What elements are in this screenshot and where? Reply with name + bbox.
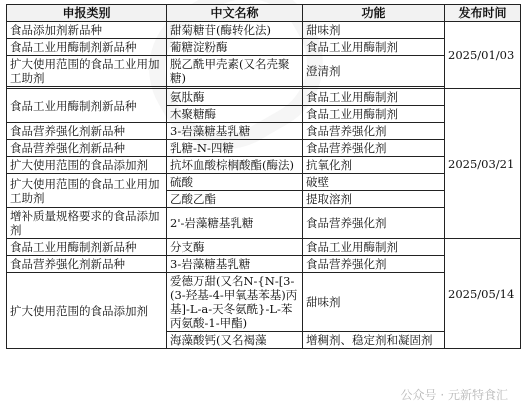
function-cell: 食品营养强化剂 xyxy=(303,208,445,239)
function-cell: 破壁 xyxy=(303,174,445,191)
function-cell: 甜味剂 xyxy=(303,273,445,332)
category-cell: 扩大使用范围的食品工业用加工助剂 xyxy=(7,174,167,208)
table-header-row xyxy=(7,5,521,22)
category-cell: 扩大使用范围的食品工业用加工助剂 xyxy=(7,56,167,87)
table-row xyxy=(7,256,521,273)
name-cell: 甜菊糖苷(酶转化法) xyxy=(167,22,303,39)
category-cell: 食品添加剂新品种 xyxy=(7,22,167,39)
name-cell: 2'-岩藻糖基乳糖 xyxy=(167,208,303,239)
table-row xyxy=(7,89,521,106)
category-cell: 食品工业用酶制剂新品种 xyxy=(7,89,167,123)
table-row xyxy=(7,273,521,332)
name-cell: 3-岩藻糖基乳糖 xyxy=(167,256,303,273)
name-cell: 乳糖-N-四糖 xyxy=(167,140,303,157)
category-cell: 食品营养强化剂新品种 xyxy=(7,123,167,140)
category-cell: 食品营养强化剂新品种 xyxy=(7,140,167,157)
table-row xyxy=(7,208,521,239)
table-row xyxy=(7,123,521,140)
category-cell: 扩大使用范围的食品添加剂 xyxy=(7,273,167,349)
watermark-text: 公众号 · 元新特食汇 xyxy=(400,388,508,402)
table-row xyxy=(7,140,521,157)
function-cell: 食品营养强化剂 xyxy=(303,256,445,273)
name-cell: 海藻酸钙(又名褐藻 xyxy=(167,332,303,349)
name-cell: 3-岩藻糖基乳糖 xyxy=(167,123,303,140)
function-cell: 澄清剂 xyxy=(303,56,445,87)
date-cell: 2025/05/14 xyxy=(445,239,521,349)
date-cell: 2025/01/03 xyxy=(445,22,521,89)
category-cell: 食品营养强化剂新品种 xyxy=(7,256,167,273)
table-row xyxy=(7,157,521,174)
name-cell: 氨肽酶 xyxy=(167,89,303,106)
header-category: 申报类别 xyxy=(7,5,167,22)
name-cell: 爱德万甜(又名N-{N-[3-(3-羟基-4-甲氧基苯基)丙基]-L-a-天冬氨酰}-L-苯丙氨酸-1-甲酯) xyxy=(167,273,303,332)
name-cell: 抗坏血酸棕榈酸酯(酶法) xyxy=(167,157,303,174)
table-row xyxy=(7,174,521,191)
table-row xyxy=(7,56,521,87)
name-cell: 分支酶 xyxy=(167,239,303,256)
category-cell: 扩大使用范围的食品添加剂 xyxy=(7,157,167,174)
category-cell: 食品工业用酶制剂新品种 xyxy=(7,239,167,256)
function-cell: 甜味剂 xyxy=(303,22,445,39)
category-cell: 增补质量规格要求的食品添加剂 xyxy=(7,208,167,239)
function-cell: 食品工业用酶制剂 xyxy=(303,89,445,106)
function-cell: 食品工业用酶制剂 xyxy=(303,239,445,256)
function-cell: 食品营养强化剂 xyxy=(303,123,445,140)
name-cell: 葡糖淀粉酶 xyxy=(167,39,303,56)
table-row xyxy=(7,239,521,256)
function-cell: 食品工业用酶制剂 xyxy=(303,106,445,123)
name-cell: 木聚糖酶 xyxy=(167,106,303,123)
header-function: 功能 xyxy=(303,5,445,22)
header-release-date: 发布时间 xyxy=(445,5,521,22)
name-cell: 硫酸 xyxy=(167,174,303,191)
table-row xyxy=(7,39,521,56)
function-cell: 提取溶剂 xyxy=(303,191,445,208)
function-cell: 增稠剂、稳定剂和凝固剂 xyxy=(303,332,445,349)
date-cell: 2025/03/21 xyxy=(445,89,521,239)
category-cell: 食品工业用酶制剂新品种 xyxy=(7,39,167,56)
function-cell: 食品营养强化剂 xyxy=(303,140,445,157)
name-cell: 乙酸乙酯 xyxy=(167,191,303,208)
name-cell: 脱乙酰甲壳素(又名壳聚糖) xyxy=(167,56,303,87)
approval-table xyxy=(6,4,521,349)
function-cell: 食品工业用酶制剂 xyxy=(303,39,445,56)
function-cell: 抗氧化剂 xyxy=(303,157,445,174)
table-row xyxy=(7,22,521,39)
header-chinese-name: 中文名称 xyxy=(167,5,303,22)
